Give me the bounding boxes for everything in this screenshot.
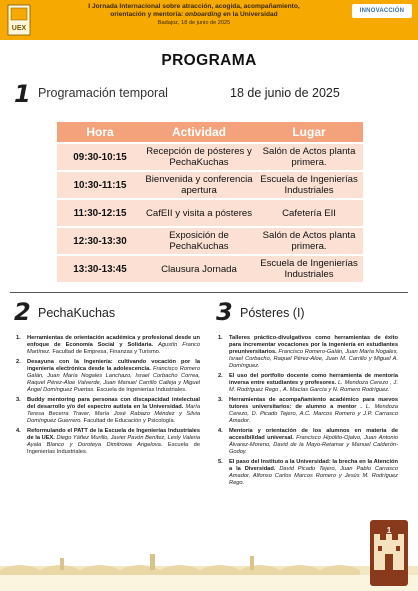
section-3-title: Pósteres (I) <box>240 306 305 320</box>
list-item <box>218 459 398 487</box>
header-banner <box>0 0 418 40</box>
page-number: 1 <box>386 526 392 535</box>
item-place: Escuela de Ingenierías Industriales. <box>96 387 187 393</box>
pechakuchas-list <box>16 335 200 459</box>
table-row <box>57 200 363 226</box>
logo-text: UEX <box>11 25 27 32</box>
item-number: 3. <box>16 397 21 403</box>
item-number: 2. <box>218 373 223 379</box>
table-row <box>57 144 363 170</box>
item-authors: Agustín Franco Martínez. <box>27 342 200 355</box>
cell-hora: 09:30-10:15 <box>73 151 127 163</box>
list-item <box>16 428 200 456</box>
table-row <box>57 228 363 254</box>
item-title: Mentoría y orientación de los alumnos en materia de accesibilidad universal. <box>229 428 398 441</box>
cell-lugar: Cafetería EII <box>282 207 336 219</box>
cell-actividad: Bienvenida y conferencia apertura <box>145 174 253 196</box>
section-divider <box>10 292 408 293</box>
item-title: Buddy mentoring para personas con discapacidad intelectual del desarrollo y/o del espectro autista en la Universidad. <box>27 397 200 410</box>
header-line-3: Badajoz, 18 de junio de 2025 <box>157 20 231 26</box>
cell-hora: 13:30-13:45 <box>73 263 127 275</box>
cell-lugar: Salón de Actos planta primera. <box>262 146 356 168</box>
item-number: 5. <box>218 459 223 465</box>
section-2-title: PechaKuchas <box>38 306 116 320</box>
item-authors: Diego Yáñez Murillo, Javier Pavón Benítez, Lesly Valeria Ayala Blanco y Doroteya Dimitrowa Angelova. <box>27 435 200 448</box>
cell-actividad: Recepción de pósteres y PechaKuchas <box>146 146 252 168</box>
cell-hora: 10:30-11:15 <box>73 179 127 191</box>
page-title: PROGRAMA <box>161 52 257 69</box>
header-lugar: Lugar <box>292 125 326 139</box>
section-1-title: Programación temporal <box>38 86 168 100</box>
item-number: 3. <box>218 397 223 403</box>
item-title: Herramientas de acompañamiento académico para nuevos tutores universitarios: de alumno a mentor . <box>229 397 398 410</box>
cell-hora: 11:30-12:15 <box>73 207 127 219</box>
item-place: Escuela de Ingenierías Industriales. <box>27 442 200 455</box>
item-number: 2. <box>16 359 21 365</box>
list-item <box>218 335 398 370</box>
cell-lugar: Escuela de Ingenierías Industriales <box>260 174 358 196</box>
item-number: 1. <box>16 335 21 341</box>
item-title: Reformulando el PATT de la Escuela de Ingenierías Industriales de la UEX. <box>27 428 200 441</box>
item-title: El paso del Instituto a la Universidad: la brecha en la Atención a la Diversidad. <box>229 459 398 472</box>
header-line-2: orientación y mentoría: onboarding en la Universidad <box>110 11 278 18</box>
table-row <box>57 172 363 198</box>
header-line-1: I Jornada Internacional sobre atracción, acogida, acompañamiento, <box>88 3 300 10</box>
section-3-number: 3 <box>216 298 233 326</box>
innovaccion-logo <box>352 4 412 18</box>
list-item <box>16 397 200 425</box>
list-item <box>218 373 398 394</box>
university-logo-icon <box>6 3 32 37</box>
innovaccion-logo-text: INNOVACCIÓN <box>359 8 405 14</box>
cell-actividad: Clausura Jornada <box>161 263 237 275</box>
cell-actividad: CafEII y visita a pósteres <box>145 207 253 219</box>
item-authors: Francisco Hipólito-Ojalvo, Juan Antonio Álvarez-Moreno, David de la Mayo-Retamar y Manuel Calderón-Godoy. <box>229 435 398 455</box>
item-number: 1. <box>218 335 223 341</box>
list-item <box>218 428 398 456</box>
item-title: El uso del portfolio docente como herramienta de mentoría inversa entre estudiantes y profesores. <box>229 373 398 386</box>
footer-bar <box>0 575 418 591</box>
item-title: Desayuna con la Ingeniería: cultivando vocación por la ingeniería electrónica desde la adolescencia. <box>27 359 200 372</box>
cell-actividad: Exposición de PechaKuchas <box>169 230 229 252</box>
table-header-row <box>57 122 363 142</box>
item-authors: L. Mendoza Cerezo , J. M. Rodríguez Rego , A. Macías García y N. Romero Rodríguez. <box>229 380 398 393</box>
list-item <box>16 359 200 394</box>
posters-list <box>218 335 398 490</box>
item-place: Facultad de Empresa, Finanzas y Turismo. <box>52 349 161 355</box>
city-skyline-decoration <box>0 548 418 576</box>
cell-hora: 12:30-13:30 <box>73 235 127 247</box>
section-1-number: 1 <box>14 80 31 108</box>
cell-lugar: Salón de Actos planta primera. <box>262 230 356 252</box>
list-item <box>16 335 200 356</box>
cell-lugar: Escuela de Ingenierías Industriales <box>260 258 358 280</box>
item-title: Herramientas de orientación académica y profesional desde un enfoque de Economía Social y Solidaria. <box>27 335 200 348</box>
item-authors: Francisco Romero-Galán, Juan María Nogales, Israel Corbacho, Raquel Pérez-Aloe, Juan M. Carrillo y Miguel A. Domínguez. <box>229 349 398 369</box>
item-number: 4. <box>218 428 223 434</box>
section-1-date: 18 de junio de 2025 <box>230 86 340 100</box>
item-place: Facultad de Educación y Psicología. <box>83 418 176 424</box>
item-authors: David Picado Tejero, Juan Pablo Carrasco Amador, Alfonso Carlos Marcos Romero y Jesús M. Rodríguez Rego. <box>229 466 398 486</box>
item-number: 4. <box>16 428 21 434</box>
list-item <box>218 397 398 425</box>
table-row <box>57 256 363 282</box>
item-title: Talleres práctico-divulgativos como herramientas de éxito para incrementar vocaciones por la ingeniería en estudiantes preuniversitarios. <box>229 335 398 355</box>
item-authors: María Teresa Becerra Traver, María José Rabazo Méndez y Silvia Domínguez Guerrero. <box>27 404 200 424</box>
header-hora: Hora <box>86 125 114 139</box>
item-authors: L. Mendoza Cerezo, D. Picado Tejero, A.C. Marcos Romero y J.P. Carrasco Amador. <box>229 404 398 424</box>
item-authors: Francisco Romero Galán, Juan María Nogales Lanchazo, Israel Corbacho Correa, Raquel Pérez-Aloe Valverde, Juan Manuel Carrillo Calleja y Miguel Ángel Domínguez Puertas. <box>27 366 200 393</box>
schedule-table <box>57 122 363 286</box>
section-2-number: 2 <box>14 298 31 326</box>
header-actividad: Actividad <box>171 125 226 139</box>
header-text <box>40 3 348 27</box>
